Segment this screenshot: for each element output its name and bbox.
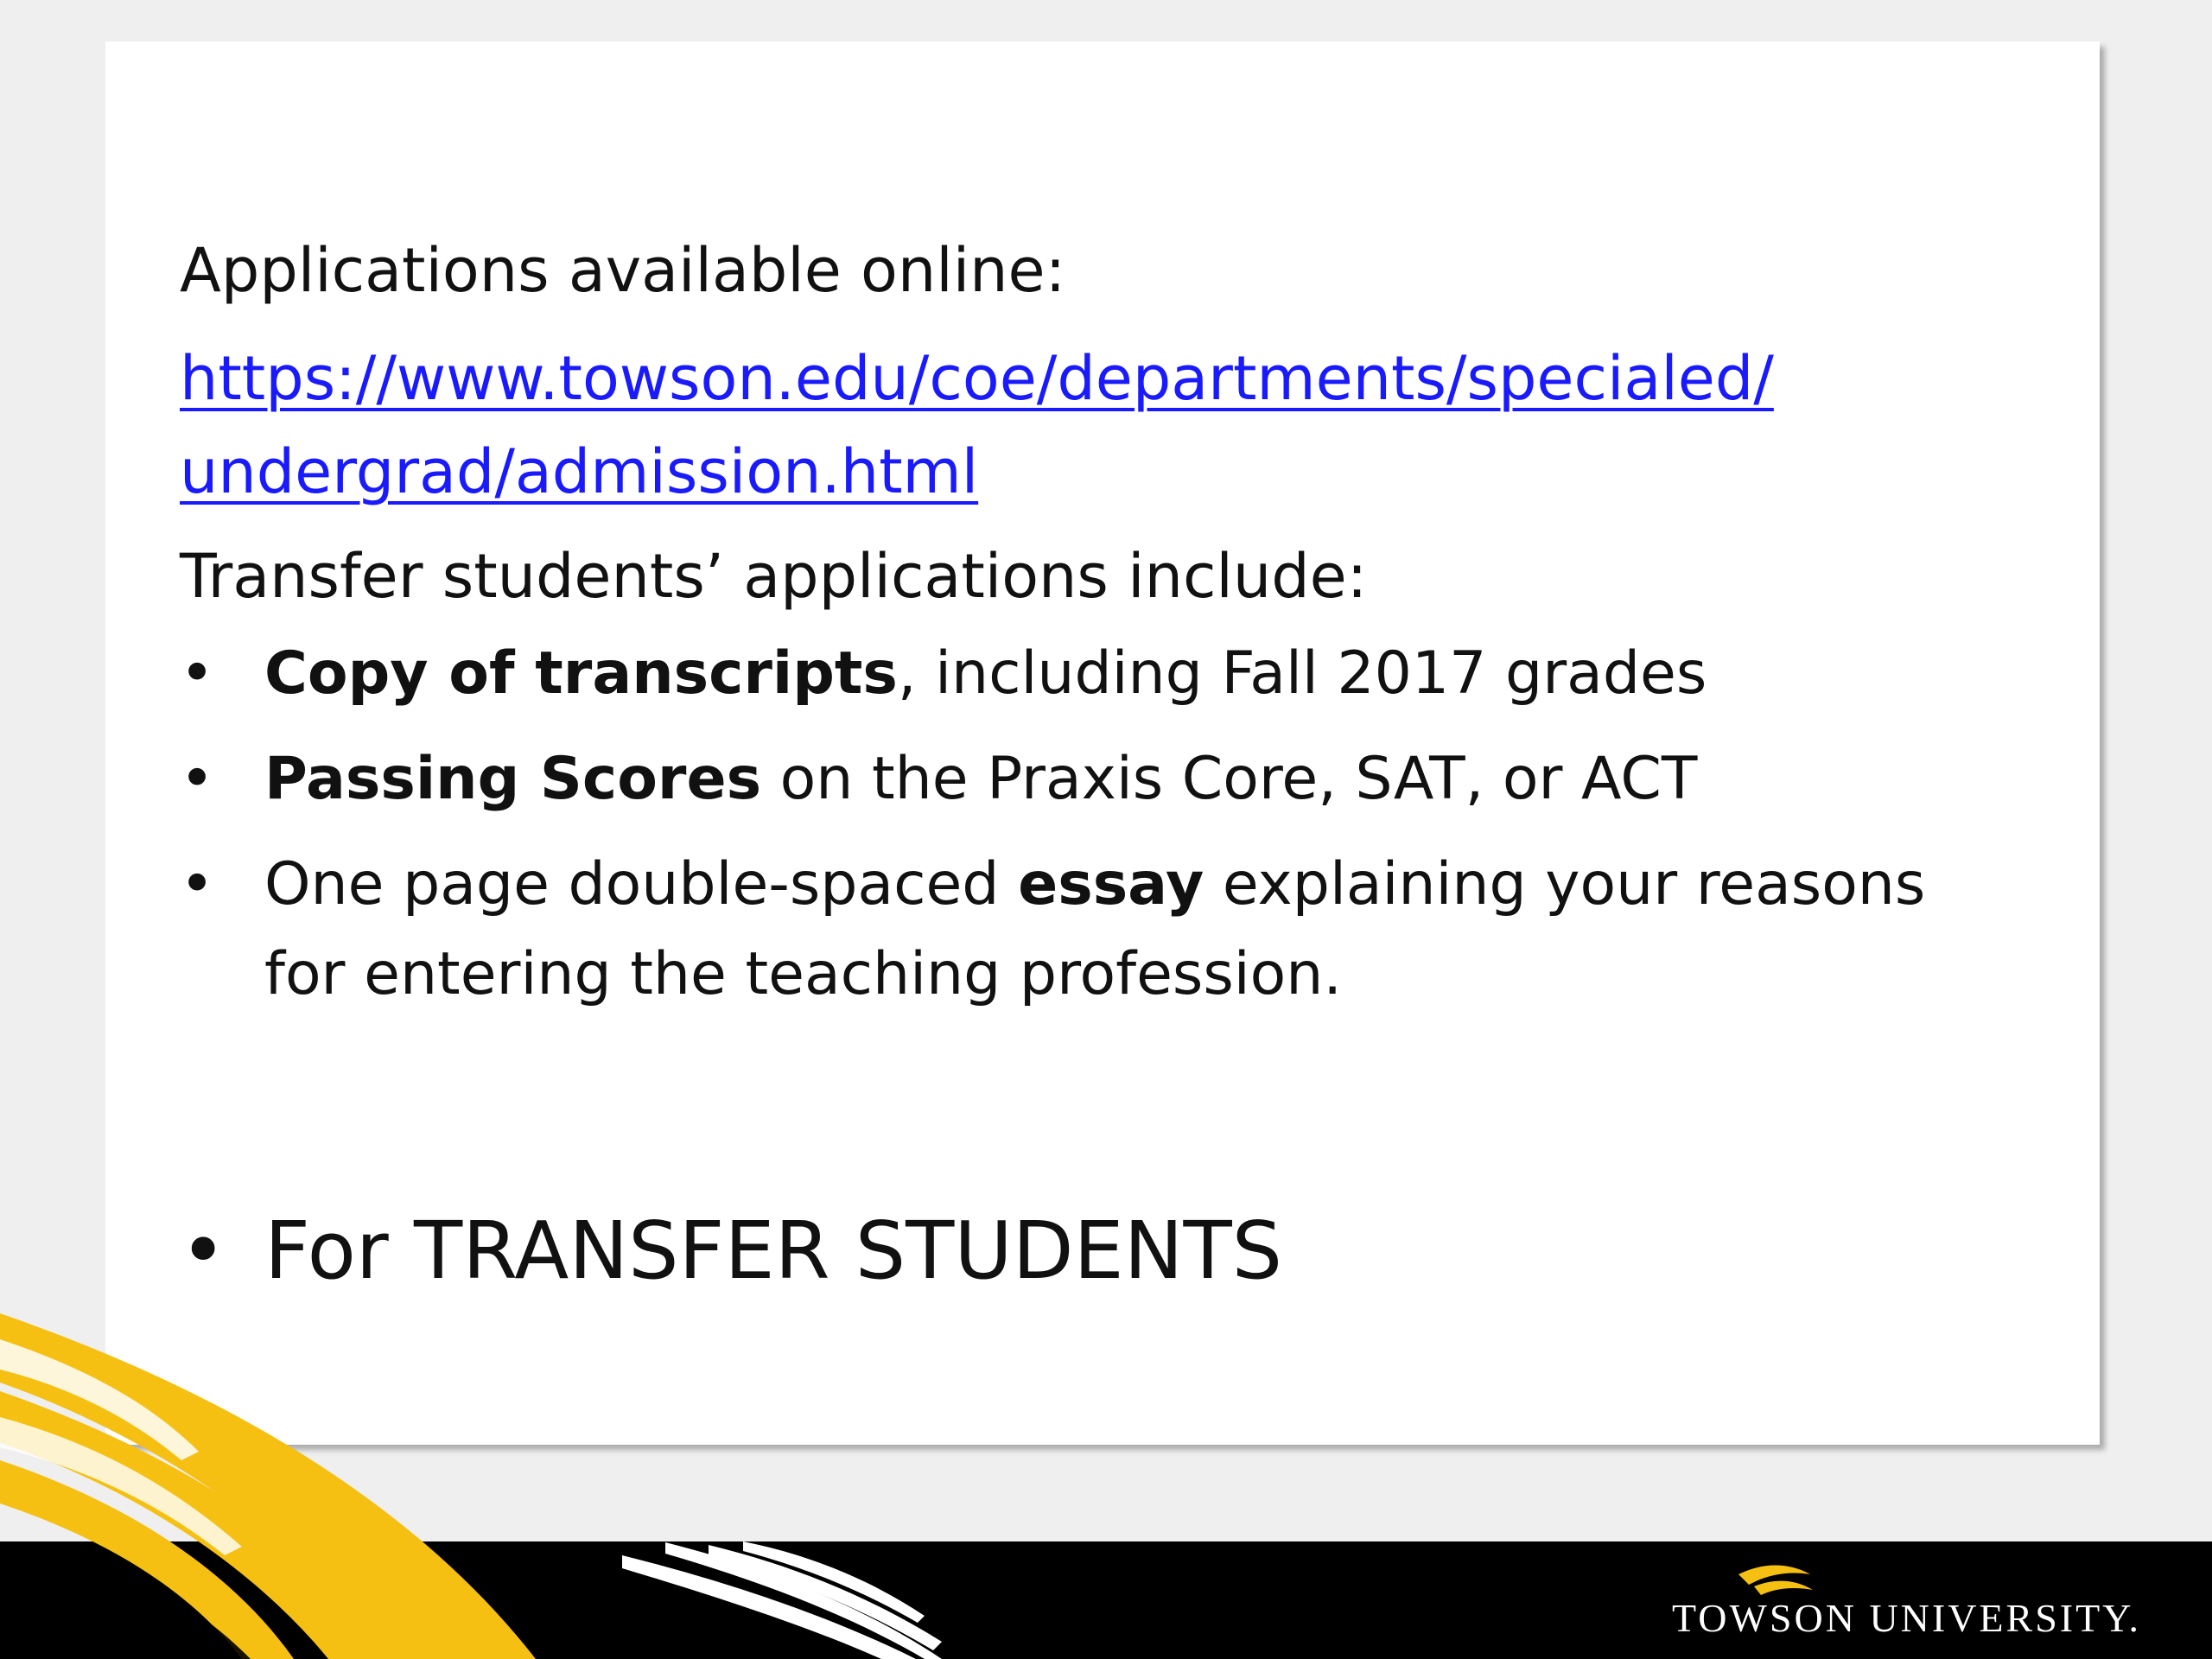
scores-text: on the Praxis Core, SAT, or ACT	[761, 745, 1698, 813]
transfer-heading: Transfer students’ applications include:	[180, 541, 1368, 612]
list-item-essay	[180, 840, 2029, 1020]
bullet-icon: •	[180, 850, 215, 918]
essay-text: explaining your reasons	[1204, 850, 1926, 918]
scores-bold: Passing Scores	[264, 745, 762, 813]
transcripts-text: , including Fall 2017 grades	[897, 639, 1707, 708]
list-item-transcripts	[180, 629, 2029, 719]
admission-link-line-1[interactable]: https://www.towson.edu/coe/departments/specialed/	[180, 343, 1774, 414]
admission-link[interactable]	[180, 332, 2029, 518]
admission-link-line-2[interactable]: undergrad/admission.html	[180, 436, 979, 507]
transfer-students-text: For TRANSFER STUDENTS	[264, 1205, 1283, 1297]
slide-body	[180, 225, 2029, 1035]
essay-bold: essay	[1018, 850, 1205, 918]
transcripts-bold: Copy of transcripts	[264, 639, 898, 708]
bullet-icon: •	[180, 745, 215, 813]
transfer-students-bullet	[180, 1199, 1282, 1303]
essay-pre: One page double-spaced	[264, 850, 1019, 918]
applications-heading: Applications available online:	[180, 235, 1066, 306]
requirements-list	[180, 629, 2029, 1020]
towson-university-logo: TOWSON UNIVERSITY.	[1672, 1596, 2141, 1640]
bullet-icon: •	[180, 1205, 227, 1297]
list-item-scores	[180, 734, 2029, 824]
bullet-icon: •	[180, 639, 215, 708]
essay-text-2: for entering the teaching profession.	[264, 940, 1342, 1008]
